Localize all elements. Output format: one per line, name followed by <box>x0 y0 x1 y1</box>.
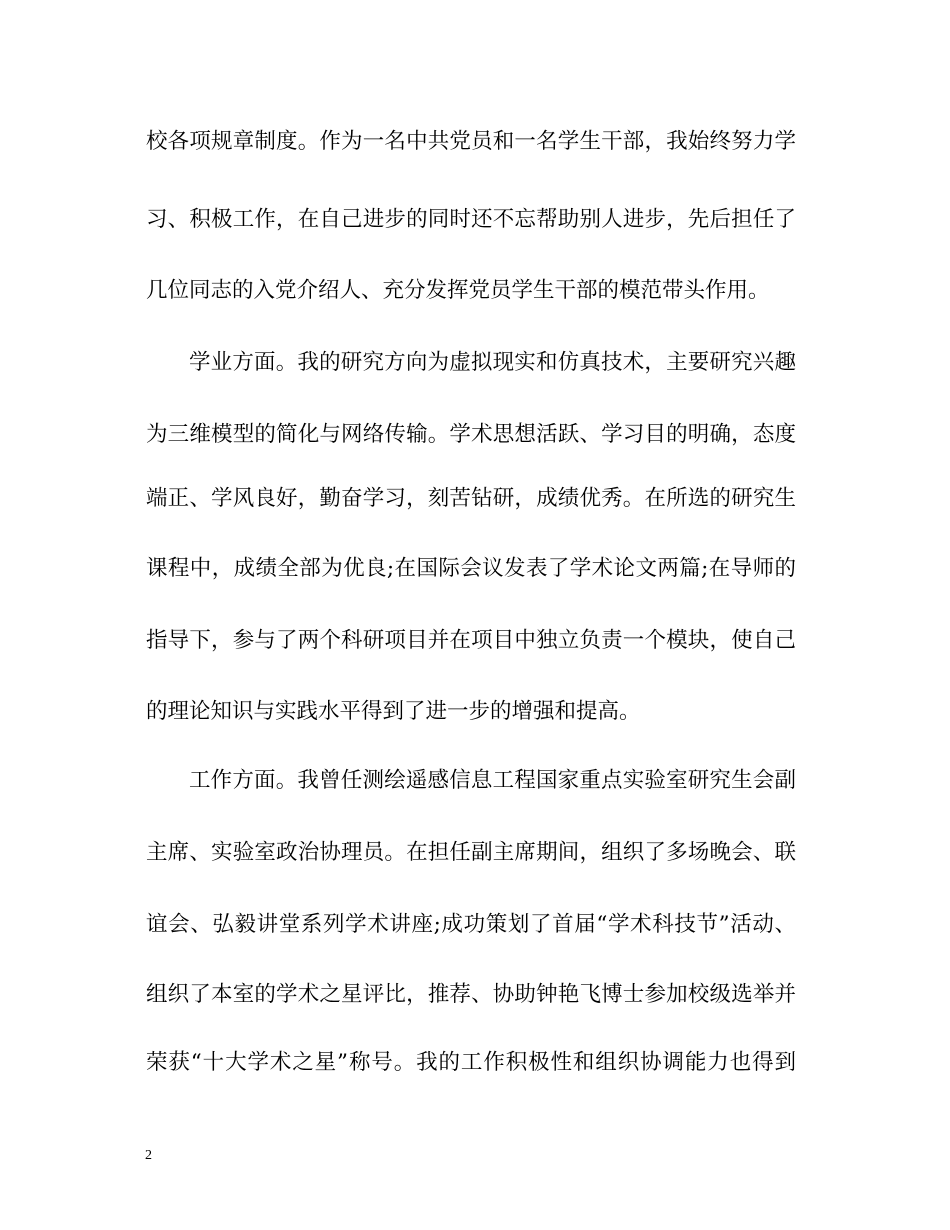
page-number: 2 <box>145 1148 152 1163</box>
paragraph-first-line: 工作方面。我曾任测绘遥感信息工程国家重点实验室研究生会副 <box>189 768 796 793</box>
text-line: 谊会、弘毅讲堂系列学术讲座;成功策划了首届“学术科技节”活动、 <box>146 912 796 937</box>
text-line: 几位同志的入党介绍人、充分发挥党员学生干部的模范带头作用。 <box>146 278 770 303</box>
text-line: 荣获“十大学术之星”称号。我的工作积极性和组织协调能力也得到 <box>146 1050 796 1075</box>
text-line: 端正、学风良好，勤奋学习，刻苦钻研，成绩优秀。在所选的研究生 <box>146 486 796 511</box>
text-line: 为三维模型的简化与网络传输。学术思想活跃、学习目的明确，态度 <box>146 422 796 447</box>
text-line: 课程中，成绩全部为优良;在国际会议发表了学术论文两篇;在导师的 <box>146 556 796 581</box>
paragraph-first-line: 学业方面。我的研究方向为虚拟现实和仿真技术，主要研究兴趣 <box>189 350 796 375</box>
text-line: 习、积极工作，在自己进步的同时还不忘帮助别人进步，先后担任了 <box>146 207 796 232</box>
text-line: 校各项规章制度。作为一名中共党员和一名学生干部，我始终努力学 <box>146 129 796 154</box>
text-line: 指导下，参与了两个科研项目并在项目中独立负责一个模块，使自己 <box>146 628 796 653</box>
text-line: 主席、实验室政治协理员。在担任副主席期间，组织了多场晚会、联 <box>146 840 796 865</box>
text-line: 组织了本室的学术之星评比，推荐、协助钟艳飞博士参加校级选举并 <box>146 982 796 1007</box>
text-line: 的理论知识与实践水平得到了进一步的增强和提高。 <box>146 699 641 724</box>
